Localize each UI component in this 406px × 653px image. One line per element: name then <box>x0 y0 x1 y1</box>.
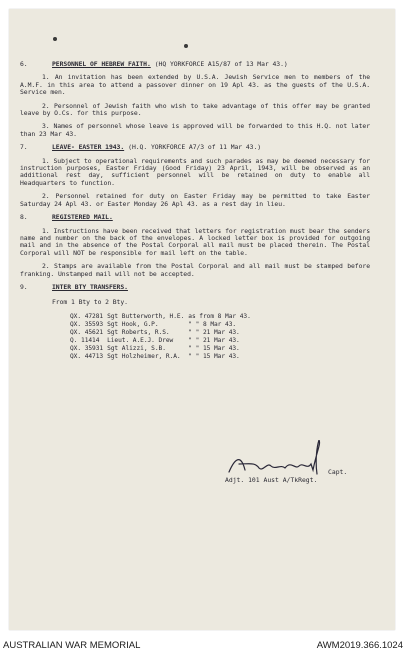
transfer-from-line: From 1 Bty to 2 Bty. <box>52 298 128 307</box>
transfer-date: " " 8 Mar 43. <box>188 320 237 328</box>
section-6 <box>20 61 370 138</box>
section-heading <box>20 144 370 151</box>
signature-rank: Capt. <box>328 468 348 476</box>
table-row <box>70 353 255 361</box>
section-title: INTER BTY TRANSFERS. <box>52 282 128 291</box>
section-title: LEAVE- EASTER 1943. <box>52 143 125 152</box>
section-number: 8. <box>20 213 28 222</box>
section-title: PERSONNEL OF HEBREW FAITH. <box>52 60 151 68</box>
service-number: QX. 44713 <box>70 352 104 360</box>
punch-hole-icon <box>53 37 57 41</box>
paragraph: 1. Subject to operational requirements and such parades as may be deemed necessary for instruction purposes, Easter Friday (Good Friday) 23 April, 1943, will be observed as an additional rest day, sufficient personnel will be retained on duty to enable all Headquarters to function. <box>20 156 370 187</box>
transfer-date: as from 8 Mar 43. <box>188 312 251 320</box>
section-heading <box>20 214 370 221</box>
member-name: Sgt Holzheimer, R.A. <box>107 352 181 360</box>
section-heading <box>20 284 370 291</box>
transfer-date: " " 21 Mar 43. <box>188 328 240 336</box>
section-reference: (H.Q. YORKFORCE A7/3 of 11 Mar 43.) <box>128 143 262 152</box>
section-number: 9. <box>20 282 28 291</box>
member-name: Sgt Hook, G.P. <box>107 320 159 328</box>
section-9 <box>20 284 370 361</box>
transfers-table <box>70 313 255 361</box>
section-number: 7. <box>20 143 28 152</box>
paragraph: 1. Instructions have been received that letters for registration must bear the senders name and number on the back of the envelopes. A locked letter box is provided for outgoing mail and in the absence of the Postal Corporal all mail must be placed therein. The Postal Corporal will NOT be responsible for mail left on the table. <box>20 226 370 257</box>
service-number: QX. 35931 <box>70 344 104 352</box>
member-name: Lieut. A.E.J. Drew <box>107 336 174 344</box>
table-row <box>70 321 255 329</box>
table-row <box>70 337 255 345</box>
service-number: QX. 35593 <box>70 320 104 328</box>
archive-name: AUSTRALIAN WAR MEMORIAL <box>3 640 141 651</box>
table-row <box>70 313 255 321</box>
signature-appointment: Adjt. 101 Aust A/TkRegt. <box>225 476 318 484</box>
table-row <box>70 329 255 337</box>
paragraph: 1. An invitation has been extended by U.S.A. Jewish Service men to members of the A.M.F. in this area to attend a passover dinner on 19 Apl 43. as the guests of the U.S.A. Service men. <box>20 73 370 97</box>
member-name: Sgt Alizzi, S.B. <box>107 344 166 352</box>
service-number: QX. 47281 <box>70 312 104 320</box>
service-number: QX. 45621 <box>70 328 104 336</box>
transfer-date: " " 15 Mar 43. <box>188 352 240 360</box>
section-number: 6. <box>20 60 28 68</box>
section-7 <box>20 144 370 208</box>
document-body <box>20 55 370 361</box>
archive-footer <box>0 638 406 653</box>
paragraph: 2. Stamps are available from the Postal Corporal and all mail must be stamped before franking. Unstamped mail will not be accepted. <box>20 262 370 278</box>
table-row <box>70 345 255 353</box>
catalogue-number: AWM2019.366.1024 <box>316 640 403 651</box>
member-name: Sgt Roberts, R.S. <box>107 328 170 336</box>
section-title: REGISTERED MAIL. <box>52 213 113 222</box>
member-name: Sgt Butterworth, H.E. <box>107 312 185 320</box>
section-8 <box>20 214 370 278</box>
paragraph: 2. Personnel of Jewish faith who wish to take advantage of this offer may be granted leave by O.Cs. for this purpose. <box>20 101 370 118</box>
paragraph: 2. Personnel retained for duty on Easter Friday may be permitted to take Easter Saturday 24 Apl 43. or Easter Monday 26 Apl 43. as a rest day in lieu. <box>20 192 370 208</box>
section-reference: (HQ YORKFORCE A15/87 of 13 Mar 43.) <box>154 60 288 68</box>
transfer-date: " " 15 Mar 43. <box>188 344 240 352</box>
punch-hole-icon <box>184 44 188 48</box>
section-heading <box>20 61 370 68</box>
service-number: Q. 11414 <box>70 336 100 344</box>
transfer-date: " " 21 Mar 43. <box>188 336 240 344</box>
paragraph: 3. Names of personnel whose leave is approved will be forwarded to this H.Q. not later than 23 Mar 43. <box>20 122 370 138</box>
